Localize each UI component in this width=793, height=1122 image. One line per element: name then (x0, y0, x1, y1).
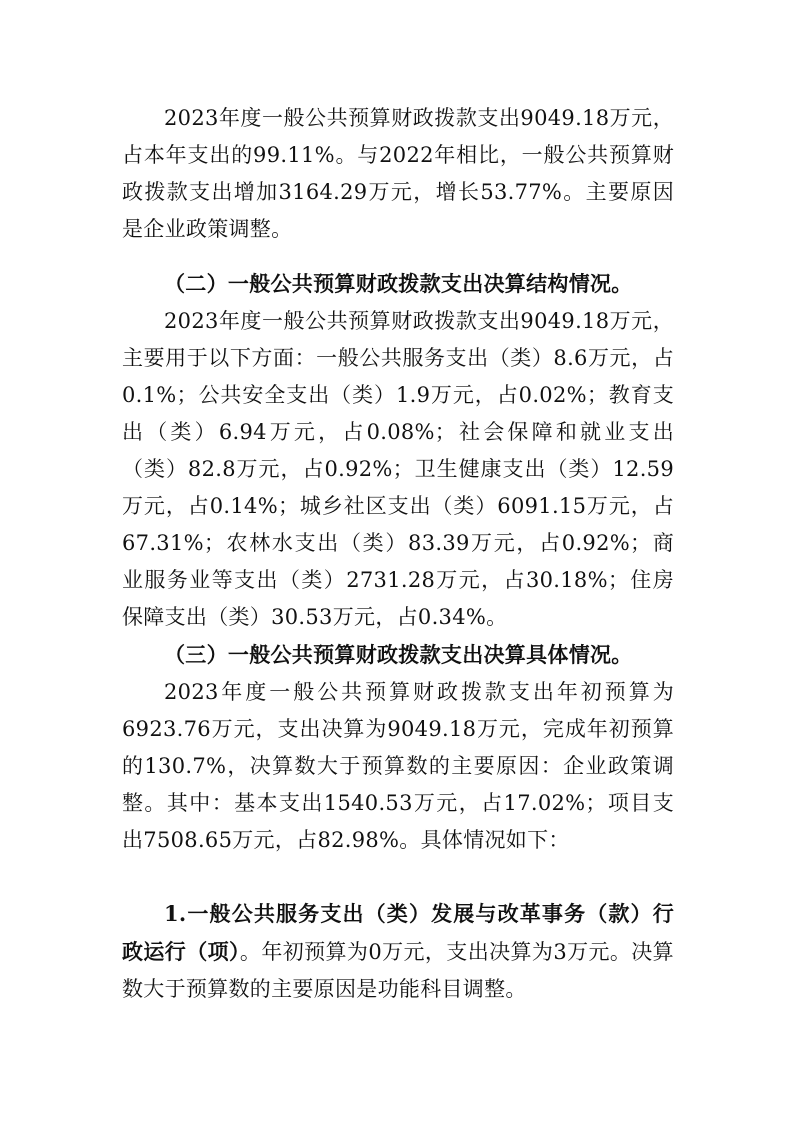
heading-structure: （二）一般公共预算财政拨款支出决算结构情况。 (164, 271, 633, 296)
paragraph-expenditure-summary: 2023年度一般公共预算财政拨款支出9049.18万元，占本年支出的99.11%。与2022年相比，一般公共预算财政拨款支出增加3164.29万元，增长53.77%。主要原因是企业政策调整。 (122, 106, 674, 241)
item-1-description: 。年初预算为0万元，支出决算为3万元。决算数大于预算数的主要原因是功能科目调整。 (122, 940, 674, 1001)
paragraph-expenditure-details: 2023年度一般公共预算财政拨款支出年初预算为6923.76万元，支出决算为9049.18万元，完成年初预算的130.7%，决算数大于预算数的主要原因：企业政策调整。其中：基本支出1540.53万元，占17.02%；项目支出7508.65万元，占82.98%。具体情况如下： (122, 680, 674, 852)
item-1-title: 1.一般公共服务支出（类）发展与改革事务（款）行政运行（项） (122, 901, 674, 964)
heading-details: （三）一般公共预算财政拨款支出决算具体情况。 (164, 642, 633, 667)
paragraph-expenditure-structure: 2023年度一般公共预算财政拨款支出9049.18万元，主要用于以下方面：一般公共服务支出（类）8.6万元，占0.1%；公共安全支出（类）1.9万元，占0.02%；教育支出（类）6.94万元，占0.08%；社会保障和就业支出（类）82.8万元，占0.92%；卫生健康支出（类）12.59万元，占0.14%；城乡社区支出（类）6091.15万元，占67.31%；农林水支出（类）83.39万元，占0.92%；商业服务业等支出（类）2731.28万元，占30.18%；住房保障支出（类）30.53万元，占0.34%。 (122, 309, 674, 629)
paragraph-item-1 (122, 895, 674, 1008)
